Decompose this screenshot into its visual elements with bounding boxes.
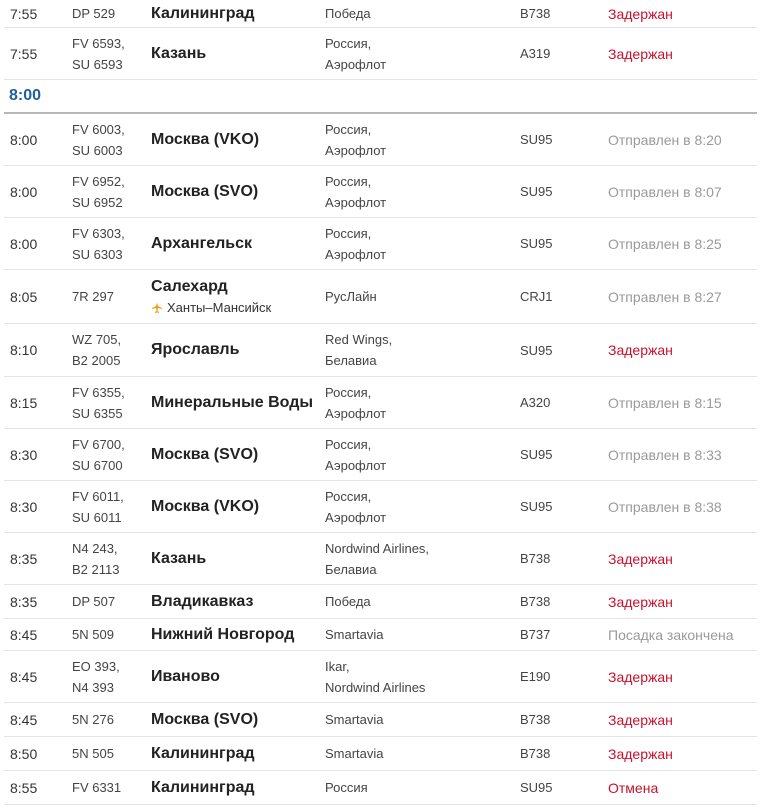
aircraft-type: SU95 [520, 780, 553, 795]
departure-time: 8:00 [10, 131, 38, 148]
airline-name: Аэрофлот [325, 56, 387, 72]
flight-number: N4 243, [72, 540, 118, 556]
flight-number: B2 2005 [72, 353, 121, 368]
airline-name: Smartavia [325, 746, 384, 761]
destination[interactable] [151, 218, 252, 269]
via-stop [151, 298, 271, 318]
flight-number: SU 6003 [72, 142, 123, 158]
departure-time: 8:35 [10, 593, 38, 610]
airlines [325, 218, 386, 269]
airline-name: Smartavia [325, 712, 384, 727]
airlines [325, 324, 392, 376]
airlines [325, 0, 371, 27]
flight-status: Посадка закончена [608, 626, 734, 643]
destination-city[interactable]: Калининград [151, 778, 255, 796]
airlines [325, 114, 386, 165]
destination[interactable] [151, 429, 258, 480]
flight-numbers [72, 481, 124, 532]
flight-number: 5N 505 [72, 746, 114, 761]
departure-time: 8:00 [10, 235, 38, 252]
flight-number: EO 393, [72, 658, 120, 674]
destination[interactable] [151, 270, 271, 323]
airline-name: Ikar, [325, 658, 350, 674]
flight-row[interactable] [4, 218, 757, 270]
flight-row[interactable] [4, 114, 757, 166]
airline-name: Smartavia [325, 627, 384, 642]
flight-row[interactable] [4, 533, 757, 585]
flight-number: FV 6593, [72, 35, 125, 51]
aircraft-type: SU95 [520, 184, 553, 199]
airlines [325, 619, 384, 650]
flight-status: Задержан [608, 45, 673, 62]
flight-row[interactable] [4, 270, 757, 324]
flight-numbers [72, 166, 125, 217]
flight-number: N4 393 [72, 679, 114, 695]
airline-name: Победа [325, 6, 371, 21]
airline-name: Россия, [325, 35, 372, 51]
flight-row[interactable] [4, 619, 757, 651]
airlines [325, 28, 386, 79]
flight-status: Задержан [608, 593, 673, 610]
destination[interactable] [151, 771, 255, 804]
flight-status: Отправлен в 8:20 [608, 131, 722, 148]
destination-city[interactable]: Ярославль [151, 341, 240, 358]
via-city: Ханты–Мансийск [167, 299, 272, 315]
hour-separator [4, 80, 757, 114]
aircraft-type: E190 [520, 669, 551, 684]
airline-name: Россия, [325, 173, 372, 189]
destination-city[interactable]: Архангельск [151, 234, 253, 252]
flight-status: Задержан [608, 711, 673, 728]
departure-time: 8:05 [10, 288, 38, 305]
airlines [325, 737, 384, 770]
airlines [325, 481, 386, 532]
flight-numbers [72, 771, 121, 804]
flight-row[interactable] [4, 377, 757, 429]
destination[interactable] [151, 481, 259, 532]
airline-name: Аэрофлот [325, 194, 387, 210]
destination-city[interactable]: Калининград [151, 744, 255, 762]
destination[interactable] [151, 324, 239, 376]
flight-status: Отправлен в 8:15 [608, 394, 722, 411]
flight-numbers [72, 218, 125, 269]
destination-city[interactable]: Москва (VKO) [151, 130, 260, 148]
aircraft-type: SU95 [520, 132, 553, 147]
flight-number: FV 6952, [72, 173, 125, 189]
flight-row[interactable] [4, 585, 757, 619]
flight-numbers [72, 651, 120, 702]
flight-numbers [72, 324, 121, 376]
airline-name: Аэрофлот [325, 142, 387, 158]
departure-time: 7:55 [10, 5, 38, 22]
flight-row[interactable] [4, 651, 757, 703]
flight-number: SU 6593 [72, 56, 123, 72]
airline-name: Россия, [325, 488, 372, 504]
flight-number: FV 6355, [72, 384, 125, 400]
flight-status: Задержан [608, 668, 673, 685]
flight-row[interactable] [4, 429, 757, 481]
destination-city[interactable]: Москва (SVO) [151, 710, 259, 728]
flight-number: B2 2113 [72, 561, 120, 577]
flight-numbers [72, 114, 125, 165]
flight-number: 5N 276 [72, 712, 114, 727]
departure-time: 8:45 [10, 626, 38, 643]
flight-row[interactable] [4, 771, 757, 805]
airlines [325, 585, 371, 618]
airline-name: Россия, [325, 225, 372, 241]
flight-number: DP 529 [72, 6, 116, 21]
departure-time: 8:55 [10, 779, 38, 796]
departure-time: 8:45 [10, 668, 38, 685]
hour-label: 8:00 [9, 87, 42, 104]
departure-time: 7:55 [10, 45, 38, 62]
flight-number: SU 6355 [72, 405, 123, 421]
aircraft-type: B738 [520, 551, 551, 566]
destination-city[interactable]: Владикавказ [151, 592, 254, 610]
flight-numbers [72, 619, 114, 650]
airline-name: РусЛайн [325, 289, 377, 304]
airlines [325, 270, 377, 323]
destination-city[interactable]: Москва (SVO) [151, 182, 259, 200]
flight-row[interactable] [4, 28, 757, 80]
flight-row[interactable] [4, 324, 757, 377]
destination-city[interactable]: Казань [151, 44, 207, 62]
airline-name: Россия [325, 780, 368, 795]
airline-name: Белавиа [325, 561, 377, 577]
flight-number: SU 6303 [72, 246, 123, 262]
destination[interactable] [151, 703, 258, 736]
airline-name: Победа [325, 594, 371, 609]
destination[interactable] [151, 377, 313, 428]
flight-numbers [72, 0, 115, 27]
flight-status: Задержан [608, 5, 673, 22]
destination[interactable] [151, 585, 253, 618]
flight-numbers [72, 270, 114, 323]
flight-row[interactable] [4, 481, 757, 533]
flight-number: 7R 297 [72, 289, 114, 304]
departure-time: 8:35 [10, 550, 38, 567]
flight-status: Отмена [608, 779, 659, 796]
flight-numbers [72, 703, 114, 736]
airline-name: Аэрофлот [325, 246, 387, 262]
departure-time: 8:30 [10, 498, 38, 515]
destination[interactable] [151, 619, 294, 650]
flight-row[interactable] [4, 737, 757, 771]
airline-name: Белавиа [325, 353, 377, 368]
destination-city[interactable]: Салехард [151, 277, 228, 295]
destination-city[interactable]: Казань [151, 549, 207, 567]
flight-numbers [72, 429, 125, 480]
flight-status: Отправлен в 8:33 [608, 446, 722, 463]
flight-number: SU 6952 [72, 194, 123, 210]
airlines [325, 377, 386, 428]
departure-time: 8:15 [10, 394, 38, 411]
flight-numbers [72, 533, 119, 584]
destination[interactable] [151, 166, 258, 217]
airline-name: Nordwind Airlines, [325, 540, 430, 556]
destination-city[interactable]: Нижний Новгород [151, 625, 295, 643]
departure-time: 8:30 [10, 446, 38, 463]
airline-name: Аэрофлот [325, 405, 387, 421]
aircraft-type: B738 [520, 712, 551, 727]
destination[interactable] [151, 0, 255, 27]
flight-number: 5N 509 [72, 627, 114, 642]
departure-time: 8:50 [10, 745, 38, 762]
airline-name: Россия, [325, 384, 372, 400]
flight-row[interactable] [4, 0, 757, 28]
aircraft-type: A320 [520, 395, 551, 410]
airlines [325, 533, 429, 584]
flight-status: Задержан [608, 342, 673, 358]
destination[interactable] [151, 28, 206, 79]
flight-numbers [72, 585, 115, 618]
destination-city[interactable]: Калининград [151, 4, 255, 22]
aircraft-type: SU95 [520, 342, 553, 358]
flight-numbers [72, 377, 125, 428]
flight-number: FV 6011, [72, 488, 124, 504]
flight-status: Отправлен в 8:07 [608, 183, 722, 200]
airlines [325, 703, 384, 736]
aircraft-type: A319 [520, 46, 551, 61]
destination[interactable] [151, 737, 255, 770]
flight-status: Задержан [608, 550, 673, 567]
airline-name: Red Wings, [325, 332, 393, 347]
flight-number: FV 6331 [72, 780, 122, 795]
departure-time: 8:45 [10, 711, 38, 728]
rows-before-hour [0, 0, 767, 80]
aircraft-type: B738 [520, 746, 551, 761]
flight-row[interactable] [4, 166, 757, 218]
flight-status: Отправлен в 8:27 [608, 288, 722, 305]
flight-number: FV 6700, [72, 436, 125, 452]
aircraft-type: SU95 [520, 236, 553, 251]
flight-number: WZ 705, [72, 332, 122, 347]
flight-number: FV 6003, [72, 121, 125, 137]
destination-city[interactable]: Иваново [151, 667, 220, 685]
airlines [325, 429, 386, 480]
aircraft-type: B737 [520, 627, 551, 642]
departure-time: 8:00 [10, 183, 38, 200]
destination[interactable] [151, 114, 259, 165]
flight-number: SU 6011 [72, 509, 122, 525]
destination-city[interactable]: Минеральные Воды [151, 393, 314, 411]
flight-status: Отправлен в 8:25 [608, 235, 722, 252]
destination[interactable] [151, 533, 206, 584]
airplane-icon [151, 302, 163, 314]
flight-numbers [72, 28, 125, 79]
airline-name: Аэрофлот [325, 457, 387, 473]
aircraft-type: CRJ1 [520, 289, 553, 304]
airlines [325, 771, 368, 804]
rows-hour-8 [0, 114, 767, 805]
flight-numbers [72, 737, 114, 770]
airline-name: Аэрофлот [325, 509, 387, 525]
flight-number: FV 6303, [72, 225, 125, 241]
flight-row[interactable] [4, 703, 757, 737]
destination[interactable] [151, 651, 220, 702]
airline-name: Nordwind Airlines [325, 679, 426, 695]
aircraft-type: SU95 [520, 499, 553, 514]
flight-number: SU 6700 [72, 457, 123, 473]
flight-status: Задержан [608, 745, 673, 762]
airlines [325, 166, 386, 217]
airline-name: Россия, [325, 436, 372, 452]
destination-city[interactable]: Москва (SVO) [151, 445, 259, 463]
airlines [325, 651, 425, 702]
flight-status: Отправлен в 8:38 [608, 498, 722, 515]
destination-city[interactable]: Москва (VKO) [151, 497, 260, 515]
aircraft-type: B738 [520, 6, 551, 21]
flight-number: DP 507 [72, 594, 116, 609]
aircraft-type: SU95 [520, 447, 553, 462]
airline-name: Россия, [325, 121, 372, 137]
aircraft-type: B738 [520, 594, 551, 609]
departure-time: 8:10 [10, 342, 38, 358]
